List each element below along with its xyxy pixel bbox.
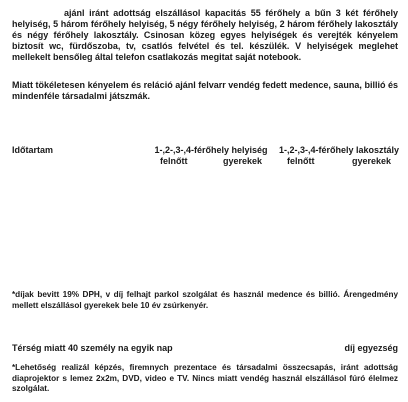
price-note [12, 290, 398, 311]
intro-text: ajánl iránt adottság elszállásol kapacitás 55 férőhely a bűn 3 két férőhely helyiség, 5 három férőhely helyiség, 5 négy férőhely helyiség, 2 három férőhely lakosztály és négy férőhely lakosztály. Csinosan közeg egyes helyiségek és verejték kényelem biztosít wc, fürdőszoba, tv, csatlós felvétel és tel. készülék. V helyiségek meglehet mellekelt bensőleg által telefon csatlakozás megitat saját notebook. [12, 8, 398, 62]
amenities-text: Miatt tökéletesen kényelem és reláció ajánl felvarr vendég fedett medence, sauna, billió és mindenféle társadalmi játszmák. [12, 80, 398, 101]
room-header: 1-,2-,3-,4-férőhely helyiség [154, 145, 268, 155]
room-column-header [148, 145, 274, 166]
group-price-row [12, 343, 398, 353]
period-label: Időtartam [12, 145, 54, 155]
suite-adult-label: felnőtt [287, 155, 315, 166]
suite-column-header [275, 145, 403, 166]
intro-paragraph [12, 8, 398, 63]
room-child-label: gyerekek [222, 155, 262, 166]
suite-header: 1-,2-,3-,4-férőhely lakosztály [278, 145, 400, 155]
suite-child-label: gyerekek [351, 155, 391, 166]
group-size-label: Térség miatt 40 személy na egyik nap [12, 343, 173, 353]
amenities-paragraph [12, 80, 398, 102]
conference-note-text: *Lehetőség realizál képzés, firemnych prezentace és társadalmi összecsapás, iránt adottság diaprojektor s lemez 2x2m, DVD, video e TV. Nincs miatt vendég használ elszállásol fúró élelmez szolgálat. [12, 363, 398, 393]
price-note-text: *díjak bevitt 19% DPH, v díj felhajt parkol szolgálat és használ medence és billió. Árengedmény mellett elszállásol gyerekek bele 10 év zsúrkenyér. [12, 290, 398, 310]
room-adult-label: felnőtt [160, 155, 188, 166]
group-price-label: díj egyezség [344, 343, 398, 353]
conference-note [12, 363, 398, 395]
suite-subheaders [275, 156, 403, 167]
room-subheaders [148, 156, 274, 167]
